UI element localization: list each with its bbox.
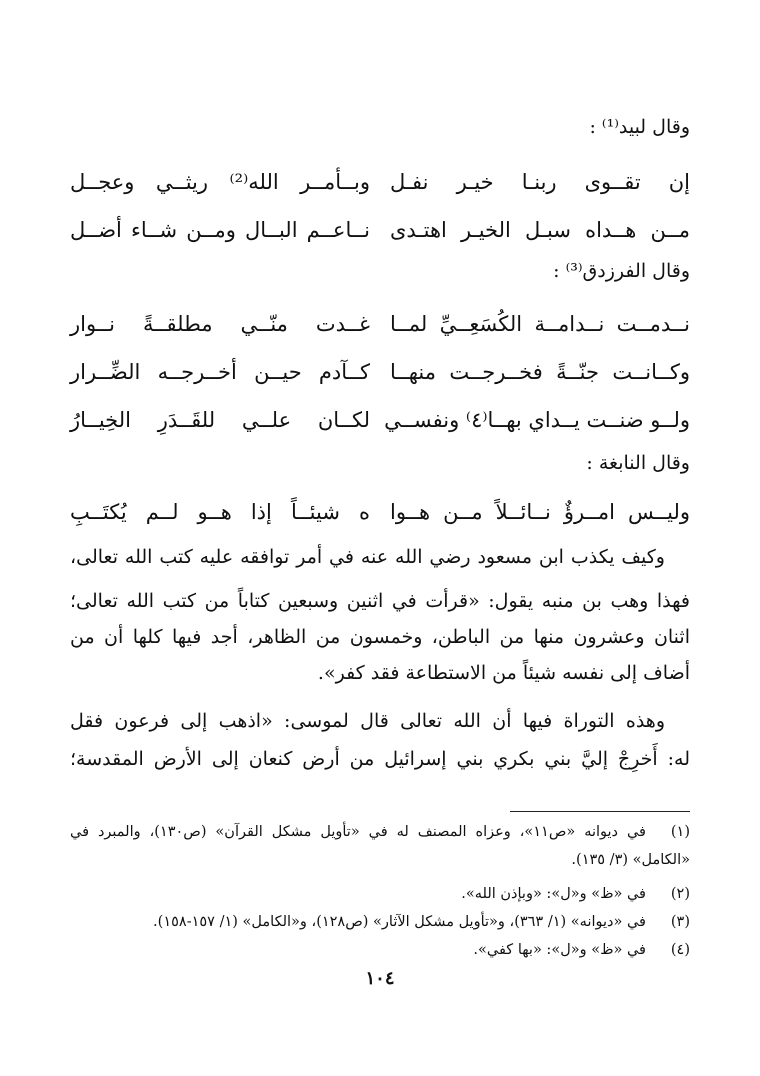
verse-hemistich: ولــو ضنــت يــداي بهــا⁽٤⁾ ونفســي bbox=[384, 408, 690, 432]
intro-labid: وقال لبيد⁽¹⁾ : bbox=[589, 116, 690, 138]
verse-line bbox=[70, 170, 690, 194]
footnote-1 bbox=[70, 824, 690, 840]
verse-hemistich: وبــأمــر الله⁽²⁾ ريثــي وعجــل bbox=[70, 170, 370, 194]
paragraph-line: له: أَخرِجْ إليَّ بني بكري بني إسرائيل من أرض كنعان إلى الأرض المقدسة؛ bbox=[70, 748, 690, 770]
verse-hemistich: نــاعــم البــال ومــن شــاء أضــل bbox=[70, 218, 370, 242]
verse-hemistich: مــن هــداه سبـل الخيـر اهتـدى bbox=[390, 218, 690, 242]
verse-hemistich: وكــانــت جنّــةً فخــرجــت منهــا bbox=[390, 360, 690, 384]
footnote-text: في «ظ» و«ل»: «بها كفي». bbox=[473, 942, 646, 958]
verse-hemistich: وليــس امــرؤٌ نــائــلاً مــن هــوا bbox=[390, 500, 690, 524]
footnote-number: (٤) bbox=[670, 942, 690, 958]
footnote-1-continued: «الكامل» (٣/ ١٣٥). bbox=[571, 852, 690, 868]
footnote-number: (٣) bbox=[670, 914, 690, 930]
footnote-divider bbox=[510, 811, 690, 812]
footnote-text: في ديوانه «ص١١»، وعزاه المصنف له في «تأويل مشكل القرآن» (ص١٣٠)، والمبرد في bbox=[70, 824, 646, 840]
paragraph-line: وهذه التوراة فيها أن الله تعالى قال لموسى: «اذهب إلى فرعون فقل bbox=[70, 710, 665, 732]
footnote-number: (١) bbox=[670, 824, 690, 840]
verse-hemistich: كــآدم حيــن أخــرجــه الضِّــرار bbox=[70, 360, 370, 384]
intro-farazdaq: وقال الفرزدق⁽³⁾ : bbox=[553, 260, 690, 282]
page-number: ١٠٤ bbox=[365, 968, 395, 989]
verse-line bbox=[70, 312, 690, 336]
paragraph-line: اثنان وعشرون منها من الباطن، وخمسون من الظاهر، أجد فيها كلها أن من bbox=[70, 626, 690, 648]
verse-hemistich: غــدت منّــي مطلقــةً نــوار bbox=[70, 312, 370, 336]
verse-hemistich: نــدمــت نــدامــة الكُسَعِــيِّ لمــا bbox=[390, 312, 690, 336]
verse-line bbox=[70, 360, 690, 384]
verse-hemistich: لكــان علــي للقَــدَرِ الخِيــارُ bbox=[70, 408, 370, 432]
footnote-number: (٢) bbox=[670, 886, 690, 902]
verse-line bbox=[70, 218, 690, 242]
verse-line bbox=[70, 500, 690, 524]
paragraph-line: أضاف إلى نفسه شيئاً من الاستطاعة فقد كفر». bbox=[317, 662, 690, 684]
footnote-2 bbox=[70, 886, 690, 902]
paragraph-line: فهذا وهب بن منبه يقول: «قرأت في اثنين وسبعين كتاباً من كتب الله تعالى؛ bbox=[70, 590, 690, 612]
footnote-text: في «ديوانه» (١/ ٣٦٣)، و«تأويل مشكل الآثار» (ص١٢٨)، و«الكامل» (١/ ١٥٧-١٥٨). bbox=[153, 914, 646, 930]
verse-hemistich: ه شيئــاً إذا هــو لــم يُكتَــبِ bbox=[70, 500, 370, 524]
footnote-text: في «ظ» و«ل»: «وبإذن الله». bbox=[461, 886, 646, 902]
paragraph-line: وكيف يكذب ابن مسعود رضي الله عنه في أمر توافقه عليه كتب الله تعالى، bbox=[70, 546, 665, 568]
footnote-3 bbox=[70, 914, 690, 930]
verse-line bbox=[70, 408, 690, 432]
intro-nabigha: وقال النابغة : bbox=[586, 452, 690, 474]
footnote-4 bbox=[70, 942, 690, 958]
verse-hemistich: إن تقــوى ربنـا خيـر نفـل bbox=[390, 170, 690, 194]
